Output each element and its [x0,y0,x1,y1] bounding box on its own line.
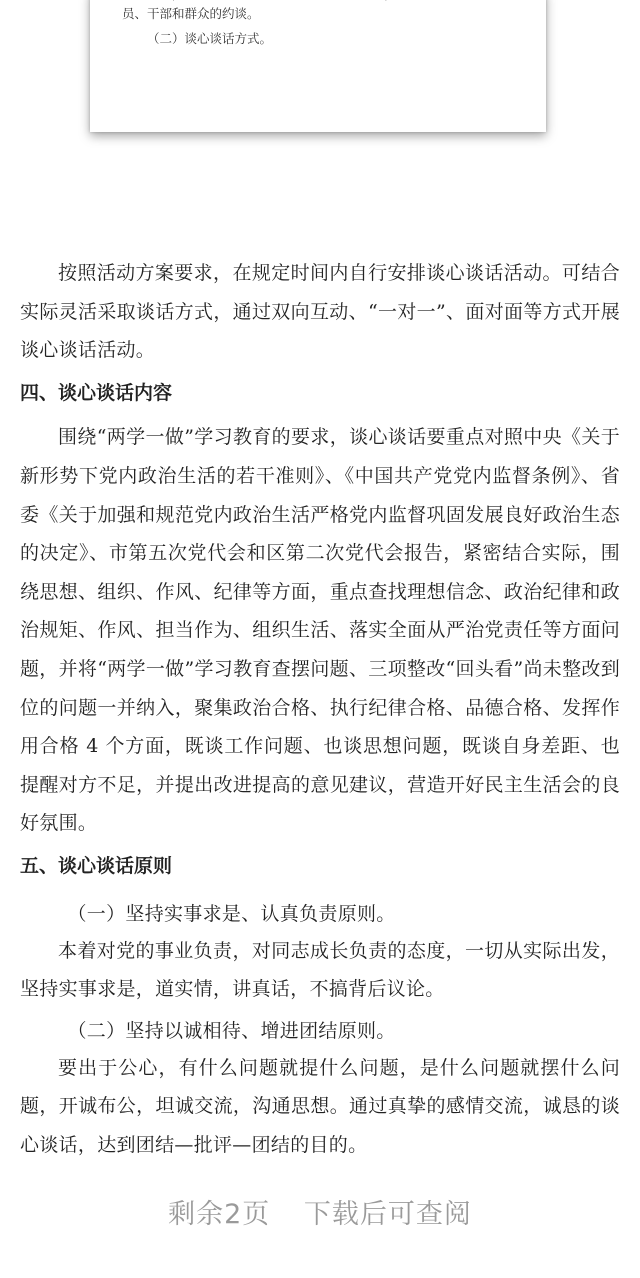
section5-paragraph-2: 要出于公心，有什么问题就提什么问题，是什么问题就摆什么问题，开诚布公，坦诚交流，沟通思想。通过真挚的感情交流，诚恳的谈心谈话，达到团结—批评—团结的目的。 [20,1056,620,1156]
section5-heading: 五、谈心谈话原则 [20,854,173,877]
section3-paragraph: 按照活动方案要求，在规定时间内自行安排谈心谈话活动。可结合实际灵活采取谈话方式，通过双向互动、“一对一”、面对面等方式开展谈心谈话活动。 [20,262,620,362]
document-body [20,254,620,1164]
section5-subheading-1: （一）坚持实事求是、认真负责原则。 [67,902,396,925]
download-prompt[interactable] [0,1192,640,1231]
section5-paragraph-1: 本着对党的事业负责，对同志成长负责的态度，一切从实际出发，坚持实事求是，道实情，讲真话，不搞背后议论。 [20,939,620,1001]
section4-paragraph: 围绕“两学一做”学习教育的要求，谈心谈话要重点对照中央《关于新形势下党内政治生活的若干准则》、《中国共产党党内监督条例》、省委《关于加强和规范党内政治生活严格党内监督巩固发展良好政治生态的决定》、市第五次党代会和区第二次党代会报告，紧密结合实际，围绕思想、组织、作风、纪律等方面，重点查找理想信念、政治纪律和政治规矩、作风、担当作为、组织生活、落实全面从严治党责任等方面问题，并将“两学一做”学习教育查摆问题、三项整改“回头看”尚未整改到位的问题一并纳入，聚集政治合格、执行纪律合格、品德合格、发挥作用合格 4 个方面，既谈工作问题、也谈思想问题，既谈自身差距、也提醒对方不足，并提出改进提高的意见建议，营造开好民主生活会的良好氛围。 [20,426,620,835]
download-to-view-label: 下载后可查阅 [303,1199,472,1230]
section4-heading: 四、谈心谈话内容 [20,381,173,404]
page-preview-card [90,0,546,132]
preview-text [122,0,522,49]
remaining-pages-label: 剩余2页 [168,1199,271,1230]
preview-line: 员、干部和群众的约谈。 [122,6,260,21]
preview-line: （二）谈心谈话方式。 [147,31,273,46]
section5-subheading-2: （二）坚持以诚相待、增进团结原则。 [67,1019,396,1042]
